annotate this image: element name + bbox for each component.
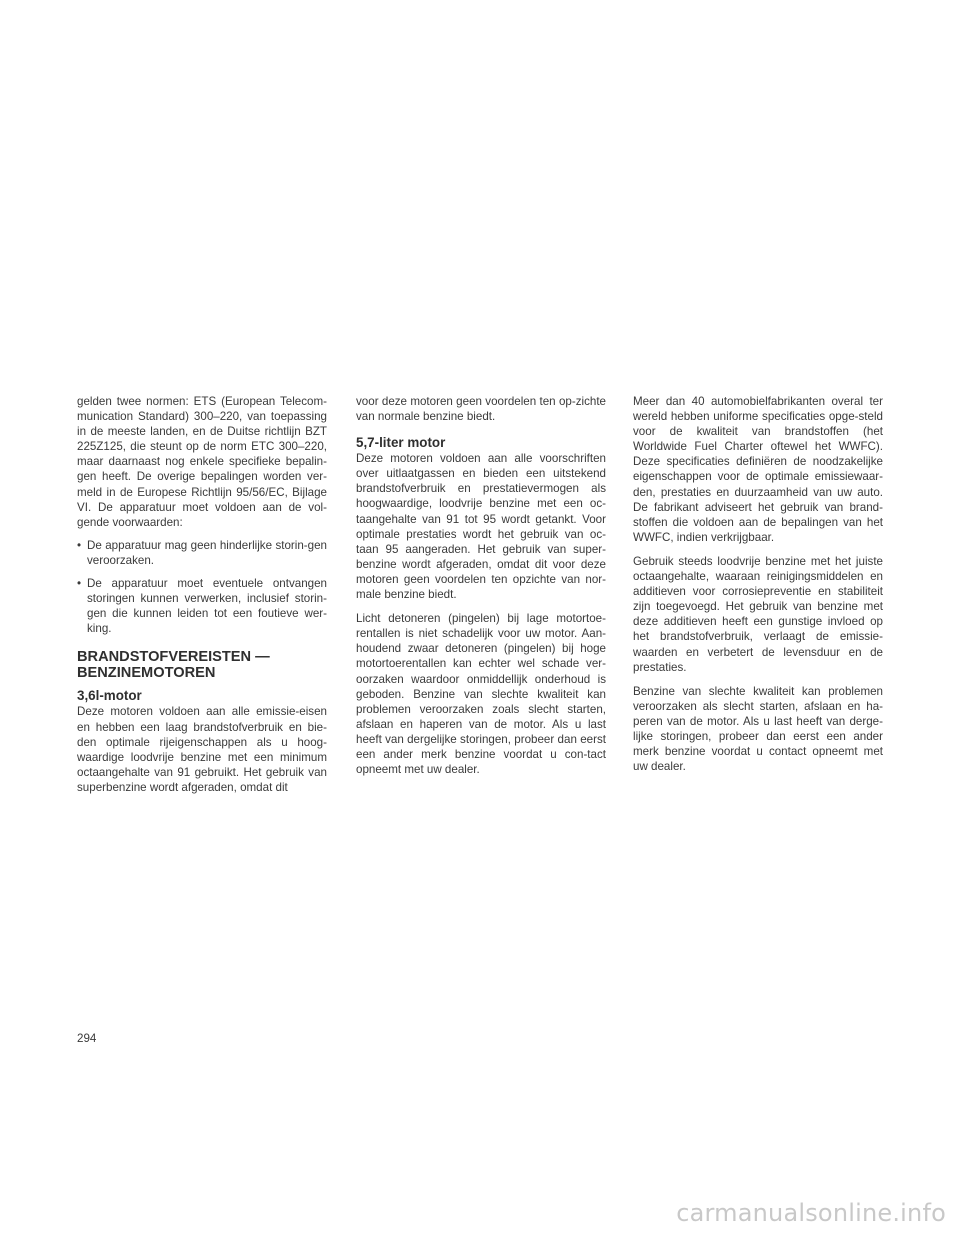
body-paragraph: Deze motoren voldoen aan alle voorschriften over uitlaatgassen en bieden een uitstekend brandstofverbruik en prestatievermogen als hoogwaardige, loodvrije benzine met een oc-taangehalte van 91 tot 95 wordt getankt. Voor optimale prestaties wordt het gebruik van oc-taan 95 aangeraden. Het gebruik van super-benzine wordt afgeraden, omdat dit voor deze motoren geen voordelen ten opzichte van nor-male benzine biedt. bbox=[356, 452, 606, 602]
watermark: carmanualsonline.info bbox=[676, 1199, 946, 1227]
column-1 bbox=[77, 394, 327, 804]
body-paragraph: Meer dan 40 automobielfabrikanten overal ter wereld hebben uniforme specificaties opge-steld voor de kwaliteit van brandstoffen (het Worldwide Fuel Charter oftewel het WWFC). Deze specificaties definiëren de noodzakelijke eigenschappen voor de optimale emissiewaar-den, prestaties en duurzaamheid van uw auto. De fabrikant adviseert het gebruik van brand-stoffen die voldoen aan de bepalingen van het WWFC, indien verkrijgbaar. bbox=[633, 395, 883, 544]
subheading-3-6l-motor: 3,6l-motor bbox=[77, 688, 142, 704]
list-item-text: De apparatuur mag geen hinderlijke storin-gen veroorzaken. bbox=[87, 538, 327, 567]
column-3 bbox=[633, 394, 883, 783]
requirements-list bbox=[77, 538, 327, 637]
body-paragraph: Benzine van slechte kwaliteit kan problemen veroorzaken als slecht starten, afslaan en ha-peren van de motor. Als u last heeft van derge-lijke storingen, probeer dan eerst een ander merk benzine voordat u contact opneemt met uw dealer. bbox=[633, 684, 883, 774]
intro-paragraph: gelden twee normen: ETS (European Telecom-munication Standard) 300–220, van toepassing in de meeste landen, en de Duitse richtlijn BZT 225Z125, die steunt op de norm ETC 300–220, maar daarnaast nog enkele specifieke bepalin-gen heeft. De overige bepalingen worden ver-meld in de Europese Richtlijn 95/56/EC, Bijlage VI. De apparatuur moet voldoen aan de vol-gende voorwaarden: bbox=[77, 395, 327, 529]
section-heading bbox=[77, 650, 327, 681]
section-heading-line-2: BENZINEMOTOREN bbox=[77, 664, 216, 681]
bullet-icon: • bbox=[77, 538, 82, 552]
column-2 bbox=[356, 394, 606, 786]
body-paragraph: Gebruik steeds loodvrije benzine met het juiste octaangehalte, waaraan reinigingsmiddelen en additieven voor corrosiepreventie en stabiliteit zijn toegevoegd. Het gebruik van benzine met deze additieven heeft een gunstige invloed op het brandstofverbruik, verlaagt de emissie-waarden en verbetert de levensduur en de prestaties. bbox=[633, 554, 883, 674]
section-heading-line-1: BRANDSTOFVEREISTEN — bbox=[77, 649, 270, 666]
list-item-text: De apparatuur moet eventuele ontvangen storingen kunnen verwerken, inclusief storin-gen die kunnen leiden tot een foutieve wer-king. bbox=[87, 577, 327, 636]
list-item bbox=[77, 538, 327, 568]
body-paragraph: Deze motoren voldoen aan alle emissie-eisen en hebben een laag brandstofverbruik en bie-den optimale rijeigenschappen als u hoog-waardige loodvrije benzine met een minimum octaangehalte van 91 gebruikt. Het gebruik van superbenzine wordt afgeraden, omdat dit bbox=[77, 705, 327, 794]
body-paragraph: Licht detoneren (pingelen) bij lage motortoe-rentallen is niet schadelijk voor uw motor. Aan-houdend zwaar detoneren (pingelen) bij hoge motortoerentallen kan echter wel schade ver-oorzaken waardoor onmiddellijk onderhoud is geboden. Benzine van slechte kwaliteit kan problemen veroorzaken zoals slecht starten, afslaan en haperen van de motor. Als u last heeft van dergelijke storingen, probeer dan eerst een ander merk benzine voordat u con-tact opneemt met uw dealer. bbox=[356, 612, 606, 777]
continuation-paragraph: voor deze motoren geen voordelen ten op-zichte van normale benzine biedt. bbox=[356, 395, 606, 424]
list-item bbox=[77, 576, 327, 636]
page-number: 294 bbox=[77, 1032, 97, 1045]
subheading-5-7-liter-motor: 5,7-liter motor bbox=[356, 435, 446, 451]
bullet-icon: • bbox=[77, 577, 82, 591]
